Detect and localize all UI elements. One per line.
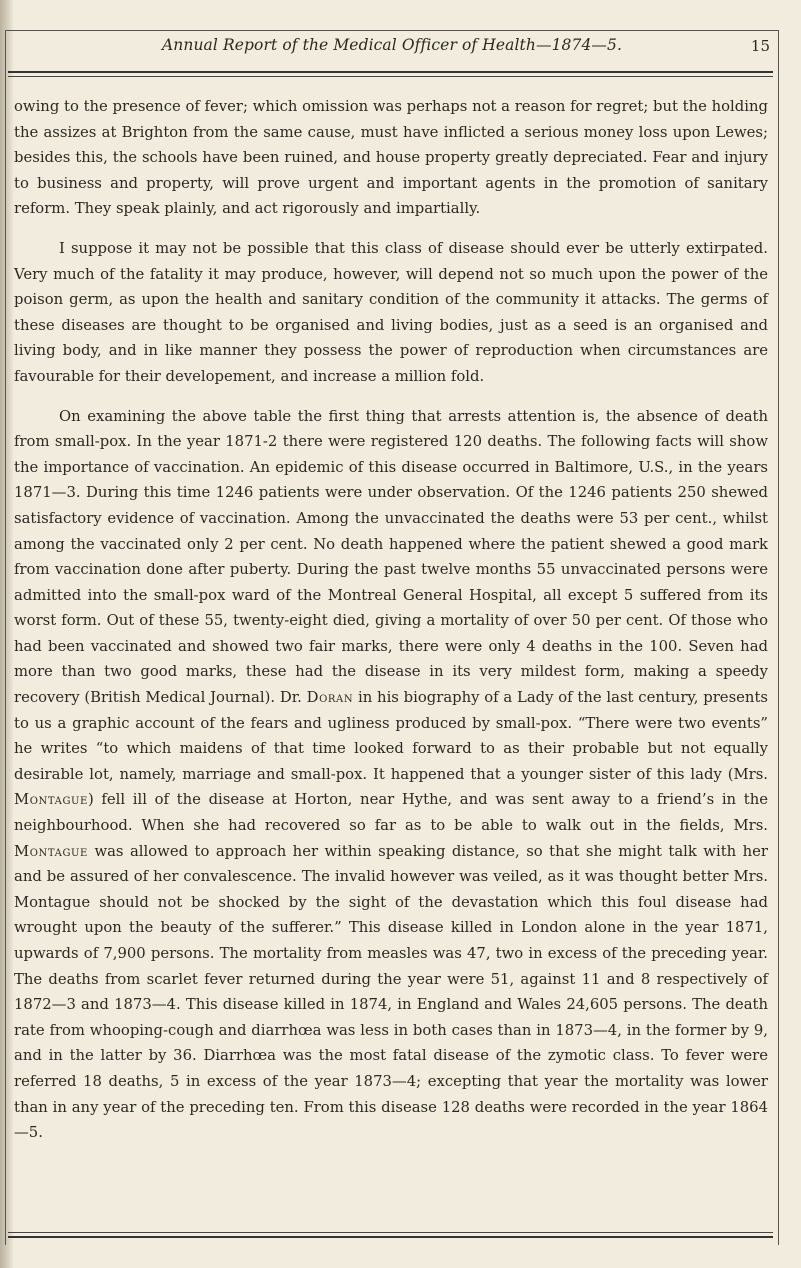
- paragraph-3-part-2: in his biography of a Lady of the last century, presents to us a graphic account of the fears and ugliness produced by small-pox. “There were two events” he writes “to which maidens of that time looked forward to as their probable but not equally desirable lot, namely, marriage and small-pox. It happened that a younger sister of this lady (Mrs.: [14, 689, 768, 783]
- frame-left-line: [5, 30, 6, 1245]
- paragraph-3: [14, 404, 768, 1146]
- body-text: [14, 94, 768, 1146]
- frame-right-line: [778, 30, 779, 1245]
- paragraph-1: owing to the presence of fever; which omission was perhaps not a reason for regret; but the holding the assizes at Brighton from the same cause, must have inflicted a serious money loss upon Lewes; besides this, the schools have been ruined, and house property greatly depreciated. Fear and injury to business and property, will prove urgent and important agents in the promotion of sanitary reform. They speak plainly, and act rigorously and impartially.: [14, 98, 768, 218]
- name-montague-1: Montague: [14, 791, 88, 809]
- header-rule-thin: [8, 76, 773, 77]
- page-number: 15: [750, 37, 770, 55]
- header-title: Annual Report of the Medical Officer of Health—1874—5.: [161, 36, 623, 54]
- paragraph-3-part-1: On examining the above table the first thing that arrests attention is, the absence of death from small-pox. In the year 1871-2 there were registered 120 deaths. The following facts will show the importance of vaccination. An epidemic of this disease occurred in Baltimore, U.S., in the years 1871—3. During this time 1246 patients were under observation. Of the 1246 patients 250 shewed satisfactory evidence of vaccination. Among the unvaccinated the deaths were 53 per cent., whilst among the vaccinated only 2 per cent. No death happened where the patient shewed a good mark from vaccination done after puberty. During the past twelve months 55 unvaccinated persons were admitted into the small-pox ward of the Montreal General Hospital, all except 5 suffered from its worst form. Out of these 55, twenty-eight died, giving a mortality of over 50 per cent. Of those who had been vaccinated and showed two fair marks, there were only 4 deaths in the 100. Seven had more than two good marks, these had the disease in its very mildest form, making a speedy recovery (British Medical Journal). Dr.: [14, 407, 768, 707]
- paragraph-3-part-4: was allowed to approach her within speaking distance, so that she might talk with her and be assured of her convalescence. The invalid however was veiled, as it was thought better Mrs. Montague should not be shocked by the sight of the devastation which this foul disease had wrought upon the beauty of the sufferer.” This disease killed in London alone in the year 1871, upwards of 7,900 persons. The mortality from measles was 47, two in excess of the preceding year. The deaths from scarlet fever returned during the year were 51, against 11 and 8 respectively of 1872—3 and 1873—4. This disease killed in 1874, in England and Wales 24,605 persons. The death rate from whooping-cough and diarrhœa was less in both cases than in 1873—4, in the former by 9, and in the latter by 36. Diarrhœa was the most fatal disease of the zymotic class. To fever were referred 18 deaths, 5 in excess of the year 1873—4; excepting that year the mortality was lower than in any year of the preceding ten. From this disease 128 deaths were recorded in the year 1864—5.: [14, 842, 768, 1142]
- paragraph-2: I suppose it may not be possible that this class of disease should ever be utterly extirpated. Very much of the fatality it may produce, however, will depend not so much upon the power of the poison germ, as upon the health and sanitary condition of the community it attacks. The germs of these diseases are thought to be organised and living bodies, just as a seed is an organised and living body, and in like manner they possess the power of reproduction when circumstances are favourable for their developement, and increase a million fold.: [14, 239, 768, 385]
- running-header: [8, 36, 776, 64]
- name-montague-2: Montague: [14, 842, 88, 860]
- footer-rule-thick: [8, 1236, 773, 1238]
- frame-top-line: [5, 30, 779, 31]
- paragraph-3-part-3: ) fell ill of the disease at Horton, near Hythe, and was sent away to a friend’s in the neighbourhood. When she had recovered so far as to be able to walk out in the fields, Mrs.: [14, 791, 768, 835]
- footer-rule-thin: [8, 1232, 773, 1233]
- binding-edge: [0, 0, 14, 1268]
- header-rule-thick: [8, 71, 773, 73]
- name-doran: Doran: [306, 689, 354, 707]
